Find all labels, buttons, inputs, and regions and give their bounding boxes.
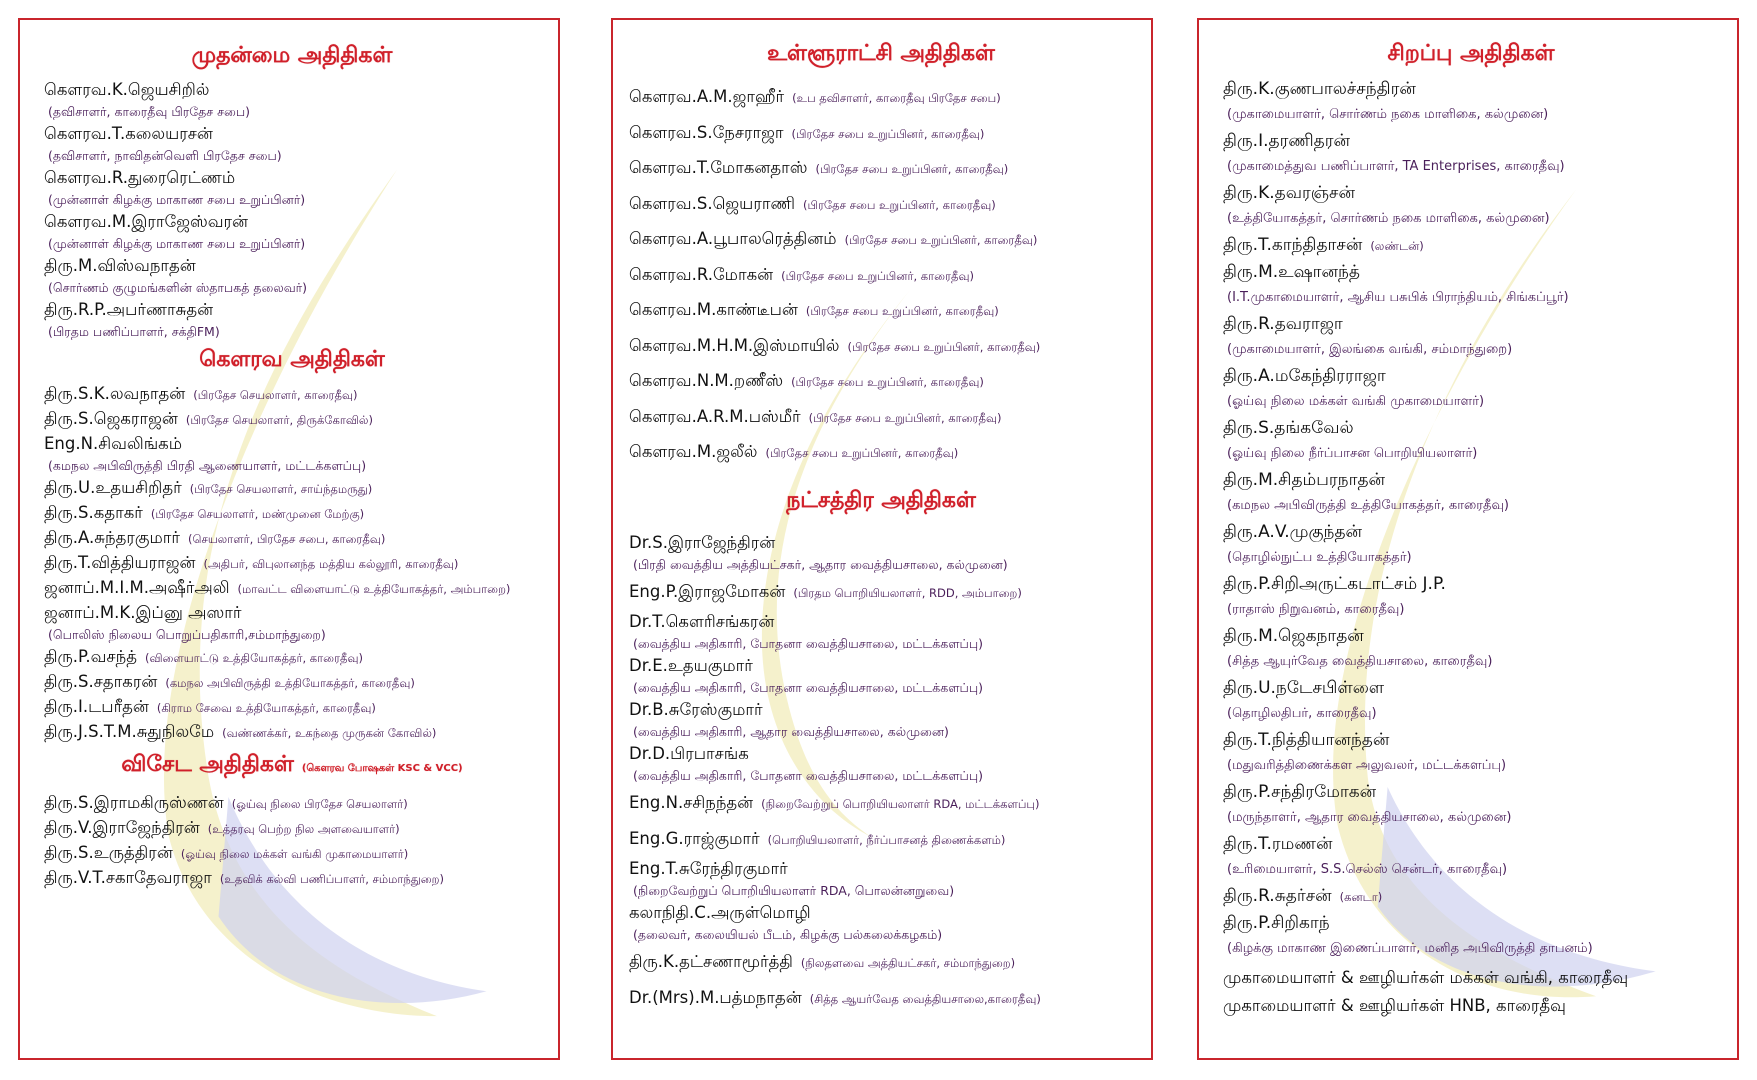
guest-title: (ஓய்வு நிலை நீர்ப்பாசன பொறியியலாளர்)	[1227, 446, 1478, 461]
guest-entry	[44, 501, 540, 526]
guest-name: திரு.I.டபரீதன்	[44, 697, 149, 716]
guest-title: (பொறியியலாளர், நீர்ப்பாசனத் திணைக்களம்)	[767, 832, 1006, 847]
guest-name: திரு.M.ஜெகநாதன்	[1223, 626, 1364, 646]
guest-title: (பிரதேச சபை உறுப்பினர், காரைதீவு)	[844, 233, 1038, 247]
guest-name: திரு.S.K.லவநாதன்	[44, 384, 186, 403]
guest-title: (வைத்திய அதிகாரி, போதனா வைத்தியசாலை, மட்டக்களப்பு)	[633, 768, 984, 783]
guest-name: திரு.K.தவரஞ்சன்	[1223, 183, 1355, 203]
guest-title: (முன்னாள் கிழக்கு மாகாண சபை உறுப்பினர்)	[48, 236, 306, 251]
guest-title: (ஓய்வு நிலை மக்கள் வங்கி முகாமையாளர்)	[180, 847, 409, 861]
guest-name: திரு.S.கதாகர்	[44, 503, 143, 522]
guest-entry	[629, 80, 1133, 116]
guest-name: திரு.K.குணபாலச்சந்திரன்	[1223, 79, 1416, 99]
guest-name: திரு.T.வித்தியராஜன்	[44, 553, 196, 572]
guest-title: (சித்த ஆயர்வேத வைத்தியசாலை,காரைதீவு)	[809, 991, 1041, 1006]
guest-title: (அதிபர், விபுலானந்த மத்திய கல்லூரி, காரைதீவு)	[203, 557, 459, 571]
guest-title: (வண்ணக்கர், உகந்தை முருகன் கோவில்)	[222, 726, 437, 740]
panel-chief-guests	[18, 18, 560, 1060]
guest-entry	[44, 816, 540, 841]
guest-entry	[629, 293, 1133, 329]
guest-title: (சொர்ணம் குழுமங்களின் ஸ்தாபகத் தலைவர்)	[48, 280, 308, 295]
panel-content	[44, 40, 540, 891]
guest-title: (சித்த ஆயுர்வேத வைத்தியசாலை, காரைதீவு)	[1227, 654, 1493, 669]
guest-title: (வைத்திய அதிகாரி, ஆதார வைத்தியசாலை, கல்முனை)	[633, 724, 949, 739]
guest-name: கௌரவ.M.H.M.இஸ்மாயில்	[629, 335, 840, 355]
guest-title: (வைத்திய அதிகாரி, போதனா வைத்தியசாலை, மட்டக்களப்பு)	[633, 636, 984, 651]
guest-name: திரு.T.நித்தியானந்தன்	[1223, 730, 1390, 750]
guest-entry	[44, 791, 540, 816]
guest-name: திரு.A.மகேந்திரராஜா	[1223, 366, 1386, 386]
guest-title: (உப தவிசாளர், காரைதீவு பிரதேச சபை)	[792, 91, 1001, 105]
guest-title: (உத்தரவு பெற்ற நில அளவையாளர்)	[207, 822, 400, 836]
footer-line-2: முகாமையாளர் & ஊழியர்கள் HNB, காரைதீவு	[1223, 996, 1566, 1015]
guest-name: கௌரவ.N.M.றணீஸ்	[629, 371, 784, 390]
guest-title: (ஓய்வு நிலை பிரதேச செயலாளர்)	[231, 797, 408, 811]
guest-name: திரு.P.சிறிகாந்	[1223, 913, 1330, 933]
guest-title: (நிறைவேற்றுப் பொறியியலாளர் RDA, பொலன்னறுவை)	[633, 883, 955, 898]
guest-name: Dr.S.இராஜேந்திரன்	[629, 532, 776, 552]
guest-name: Dr.(Mrs).M.பத்மநாதன்	[629, 987, 802, 1007]
heading-special-guests-tag: (கௌரவ போஷகள் KSC & VCC)	[301, 763, 463, 774]
guest-title: (கமநல அபிவிருத்தி உத்தியோகத்தர், காரைதீவு)	[165, 676, 415, 690]
guest-name: Eng.N.சிவலிங்கம்	[44, 434, 182, 453]
guest-title: (பிரதேச சபை உறுப்பினர், காரைதீவு)	[815, 162, 1009, 176]
guest-title: (கனடா)	[1339, 890, 1383, 904]
guest-title: (முகாமையாளர், சொர்ணம் நகை மாளிகை, கல்முனை)	[1227, 107, 1549, 122]
guest-title: (மாவட்ட விளையாட்டு உத்தியோகத்தர், அம்பாறை)	[237, 582, 511, 596]
honour-guest-list	[44, 382, 540, 745]
guest-entry	[629, 329, 1133, 365]
guest-name: ஜனாப்.M.I.M.அஷீர்அலி	[44, 578, 230, 597]
guest-entry	[44, 695, 540, 720]
panel-special-guests	[1197, 18, 1739, 1060]
special-guest-list	[44, 791, 540, 891]
heading-special-guests	[44, 749, 540, 785]
guest-title: (தவிசாளர், நாவிதன்வெளி பிரதேச சபை)	[48, 148, 282, 163]
guest-name: Eng.T.சுரேந்திரகுமார்	[629, 859, 788, 878]
panel-content	[629, 38, 1133, 1016]
guest-name: திரு.S.ஜெகராஜன்	[44, 409, 178, 428]
guest-entry	[629, 151, 1133, 187]
guest-entry	[44, 551, 540, 576]
heading-honour-guests: கௌரவ அதிதிகள்	[199, 347, 385, 372]
special-guest-list-col3	[1223, 76, 1719, 962]
guest-title: (ஓய்வு நிலை மக்கள் வங்கி முகாமையாளர்)	[1227, 394, 1485, 409]
guest-name: கௌரவ.A.பூபாலரெத்தினம்	[629, 229, 837, 248]
guest-name: திரு.S.இராமகிருஸ்ணன்	[44, 793, 224, 812]
guest-entry	[629, 222, 1133, 258]
panel-local-guests	[611, 18, 1153, 1060]
guest-name: ஜனாப்.M.K.இப்னு அஸார்	[44, 603, 242, 622]
guest-name: கௌரவ.R.துரைரெட்ணம்	[44, 168, 236, 187]
guest-name: திரு.V.இராஜேந்திரன்	[44, 818, 200, 837]
guest-title: (கமநல அபிவிருத்தி பிரதி ஆணையாளர், மட்டக்களப்பு)	[48, 458, 367, 473]
heading-local-guests: உள்ளூராட்சி அதிதிகள்	[767, 41, 995, 66]
guest-title: (நிலதளவை அத்தியட்சகர், சம்மாந்துறை)	[800, 956, 1016, 970]
guest-name: Eng.N.சசிநந்தன்	[629, 793, 754, 812]
guest-title: (முகாமையாளர், இலங்கை வங்கி, சம்மாந்துறை)	[1227, 342, 1513, 357]
heading-special-guests-col3: சிறப்பு அதிதிகள்	[1387, 41, 1555, 66]
guest-name: திரு.M.சிதம்பரநாதன்	[1223, 470, 1386, 490]
guest-title: (கமநல அபிவிருத்தி உத்தியோகத்தர், காரைதீவு)	[1227, 498, 1510, 513]
guest-title: (பிரதேச செயலாளர், திருக்கோவில்)	[185, 413, 373, 427]
guest-title: (கிராம சேவை உத்தியோகத்தர், காரைதீவு)	[156, 701, 376, 715]
guest-title: (செயலாளர், பிரதேச சபை, காரைதீவு)	[188, 532, 386, 546]
guest-name: திரு.P.சிறிஅருட்கடாட்சம் J.P.	[1223, 574, 1446, 594]
guest-name: Eng.P.இராஜமோகன்	[629, 581, 786, 601]
guest-title: (தொழில்நுட்ப உத்தியோகத்தர்)	[1227, 550, 1412, 565]
guest-name: திரு.R.தவராஜா	[1223, 314, 1343, 334]
guest-title: (உத்தியோகத்தர், சொர்ணம் நகை மாளிகை, கல்முனை)	[1227, 211, 1550, 226]
guest-title: (பிரதேச சபை உறுப்பினர், காரைதீவு)	[791, 375, 984, 389]
guest-name: கௌரவ.K.ஜெயசிறில்	[44, 80, 210, 99]
guest-title: (தொழிலதிபர், காரைதீவு)	[1227, 706, 1377, 721]
guest-name: கௌரவ.S.நேசராஜா	[629, 122, 784, 142]
guest-entry	[629, 364, 1133, 400]
guest-entry	[629, 945, 1133, 981]
guest-title: (வைத்திய அதிகாரி, போதனா வைத்தியசாலை, மட்டக்களப்பு)	[633, 680, 984, 695]
guest-entry	[44, 841, 540, 866]
guest-name: திரு.R.P.அபர்ணாசுதன்	[44, 300, 214, 319]
guest-name: Dr.T.கௌரிசங்கரன்	[629, 612, 775, 631]
guest-name: கௌரவ.M.இராஜேஸ்வரன்	[44, 212, 249, 231]
guest-name: Dr.D.பிரபாசங்க	[629, 744, 749, 763]
guest-entry	[44, 476, 540, 501]
guest-entry	[629, 400, 1133, 436]
guest-title: (கிழக்கு மாகாண இணைப்பாளர், மனித அபிவிருத்தி தாபனம்)	[1227, 941, 1593, 956]
guest-title: (மதுவரித்திணைக்கள அலுவலர், மட்டக்களப்பு)	[1227, 758, 1507, 773]
guest-title: (பிரதம பணிப்பாளர், சக்திFM)	[48, 324, 220, 339]
guest-title: (ராதாஸ் நிறுவனம், காரைதீவு)	[1227, 602, 1405, 617]
guest-name: திரு.M.உஷானந்த்	[1223, 262, 1360, 282]
guest-name: திரு.U.நடேசபிள்ளை	[1223, 678, 1385, 698]
guest-entry	[44, 720, 540, 745]
guest-entry	[44, 670, 540, 695]
guest-title: (பிரதேச சபை உறுப்பினர், காரைதீவு)	[781, 268, 974, 283]
chief-guest-list	[44, 78, 540, 342]
guest-title: (தவிசாளர், காரைதீவு பிரதேச சபை)	[48, 104, 251, 119]
guest-title: (பிரதேச சபை உறுப்பினர், காரைதீவு)	[803, 197, 996, 212]
heading-special-guests-text: விசேட அதிதிகள்	[121, 752, 294, 777]
heading-chief-guests: முதன்மை அதிதிகள்	[191, 43, 393, 68]
guest-name: Dr.E.உதயகுமார்	[629, 656, 753, 675]
guest-name: கௌரவ.M.காண்டீபன்	[629, 300, 798, 319]
guest-name: கௌரவ.A.M.ஜாஹீர்	[629, 87, 785, 106]
guest-name: திரு.U.உதயசிறிதர்	[44, 478, 182, 497]
guest-title: (I.T.முகாமையாளர், ஆசிய பசுபிக் பிராந்தியம், சிங்கப்பூர்)	[1227, 290, 1569, 305]
guest-name: கலாநிதி.C.அருள்மொழி	[629, 903, 811, 922]
panel-content	[1223, 38, 1719, 1020]
guest-entry	[44, 382, 540, 407]
guest-title: (தலைவர், கலையியல் பீடம், கிழக்கு பல்கலைக்கழகம்)	[633, 927, 943, 942]
guest-name: கௌரவ.S.ஜெயராணி	[629, 193, 795, 213]
guest-entry	[1223, 232, 1719, 259]
guest-name: திரு.A.V.முகுந்தன்	[1223, 522, 1363, 542]
guest-entry	[629, 435, 1133, 471]
guest-entry	[44, 645, 540, 670]
guest-name: திரு.S.உருத்திரன்	[44, 843, 173, 862]
guest-entry	[44, 866, 540, 891]
guest-title: (பிரதேச செயலாளர், சாய்ந்தமருது)	[189, 482, 373, 496]
guest-name: திரு.T.காந்திதாசன்	[1223, 235, 1363, 255]
guest-entry	[629, 822, 1133, 858]
guest-title: (உதவிக் கல்வி பணிப்பாளர், சம்மாந்துறை)	[219, 872, 444, 886]
guest-title: (நிறைவேற்றுப் பொறியியலாளர் RDA, மட்டக்களப்பு)	[761, 797, 1040, 811]
guest-name: கௌரவ.T.மோகனதாஸ்	[629, 158, 808, 177]
guest-title: (பிரதேச செயலாளர், மண்முனை மேற்கு)	[150, 507, 365, 521]
local-guest-list	[629, 80, 1133, 471]
guest-title: (பிரதேச சபை உறுப்பினர், காரைதீவு)	[808, 410, 1002, 425]
star-guest-list	[629, 531, 1133, 1017]
guest-name: கௌரவ.T.கலையரசன்	[44, 124, 213, 143]
guest-name: கௌரவ.M.ஜலீல்	[629, 442, 758, 461]
guest-title: (விளையாட்டு உத்தியோகத்தர், காரைதீவு)	[144, 651, 363, 665]
guest-name: கௌரவ.A.R.M.பஸ்மீர்	[629, 406, 801, 426]
heading-star-guests: நட்சத்திர அதிதிகள்	[786, 487, 976, 513]
guest-entry	[629, 786, 1133, 822]
guest-name: திரு.I.தரணிதரன்	[1223, 131, 1350, 151]
guest-title: (பொலிஸ் நிலைய பொறுப்பதிகாரி,சம்மாந்துறை)	[48, 627, 326, 642]
guest-title: (மருந்தாளர், ஆதார வைத்தியசாலை, கல்முனை)	[1227, 810, 1512, 825]
guest-name: Dr.B.சுரேஸ்குமார்	[629, 700, 763, 719]
guest-name: திரு.R.சுதர்சன்	[1223, 886, 1332, 906]
guest-name: திரு.S.தங்கவேல்	[1223, 418, 1354, 438]
guest-entry	[629, 575, 1133, 611]
guest-name: Eng.G.ராஜ்குமார்	[629, 828, 760, 848]
guest-name: திரு.T.ரமணன்	[1223, 834, 1333, 854]
guest-entry	[1223, 883, 1719, 910]
guest-name: திரு.A.சுந்தரகுமார்	[44, 528, 181, 547]
guest-name: திரு.J.S.T.M.சுதுநிலமே	[44, 722, 215, 741]
guest-name: திரு.K.தட்சணாமூர்த்தி	[629, 952, 793, 971]
guest-entry	[629, 116, 1133, 152]
guest-name: திரு.P.வசந்த்	[44, 647, 137, 666]
guest-title: (பிரதம பொறியியலாளர், RDD, அம்பாறை)	[793, 585, 1022, 600]
guest-name: திரு.P.சந்திரமோகன்	[1223, 782, 1377, 802]
guest-entry	[629, 187, 1133, 223]
guest-title: (பிரதேச சபை உறுப்பினர், காரைதீவு)	[805, 304, 999, 318]
guest-entry	[44, 407, 540, 432]
footer-line-1: முகாமையாளர் & ஊழியர்கள் மக்கள் வங்கி, காரைதீவு	[1223, 968, 1629, 987]
guest-title: (பிரதேச சபை உறுப்பினர், காரைதீவு)	[765, 446, 959, 460]
guest-name: திரு.V.T.சகாதேவராஜா	[44, 868, 212, 887]
guest-entry	[629, 981, 1133, 1017]
guest-title: (முன்னாள் கிழக்கு மாகாண சபை உறுப்பினர்)	[48, 192, 306, 207]
guest-name: கௌரவ.R.மோகன்	[629, 264, 774, 284]
guest-entry	[44, 576, 540, 601]
guest-title: (பிரதேச சபை உறுப்பினர், காரைதீவு)	[791, 126, 985, 141]
guest-title: (உரிமையாளர், S.S.செல்ஸ் சென்டர், காரைதீவு)	[1227, 862, 1508, 877]
guest-title: (பிரதி வைத்திய அத்தியட்சகர், ஆதார வைத்தியசாலை, கல்முனை)	[633, 556, 1008, 572]
guest-title: (லண்டன்)	[1370, 239, 1424, 253]
guest-entry	[629, 258, 1133, 294]
guest-title: (பிரதேச செயலாளர், காரைதீவு)	[193, 388, 358, 402]
guest-title: (முகாமைத்துவ பணிப்பாளர், TA Enterprises, காரைதீவு)	[1227, 159, 1565, 174]
guest-name: திரு.M.விஸ்வநாதன்	[44, 256, 196, 275]
guest-title: (பிரதேச சபை உறுப்பினர், காரைதீவு)	[847, 339, 1041, 354]
guest-entry	[44, 526, 540, 551]
guest-name: திரு.S.சதாகரன்	[44, 672, 158, 691]
